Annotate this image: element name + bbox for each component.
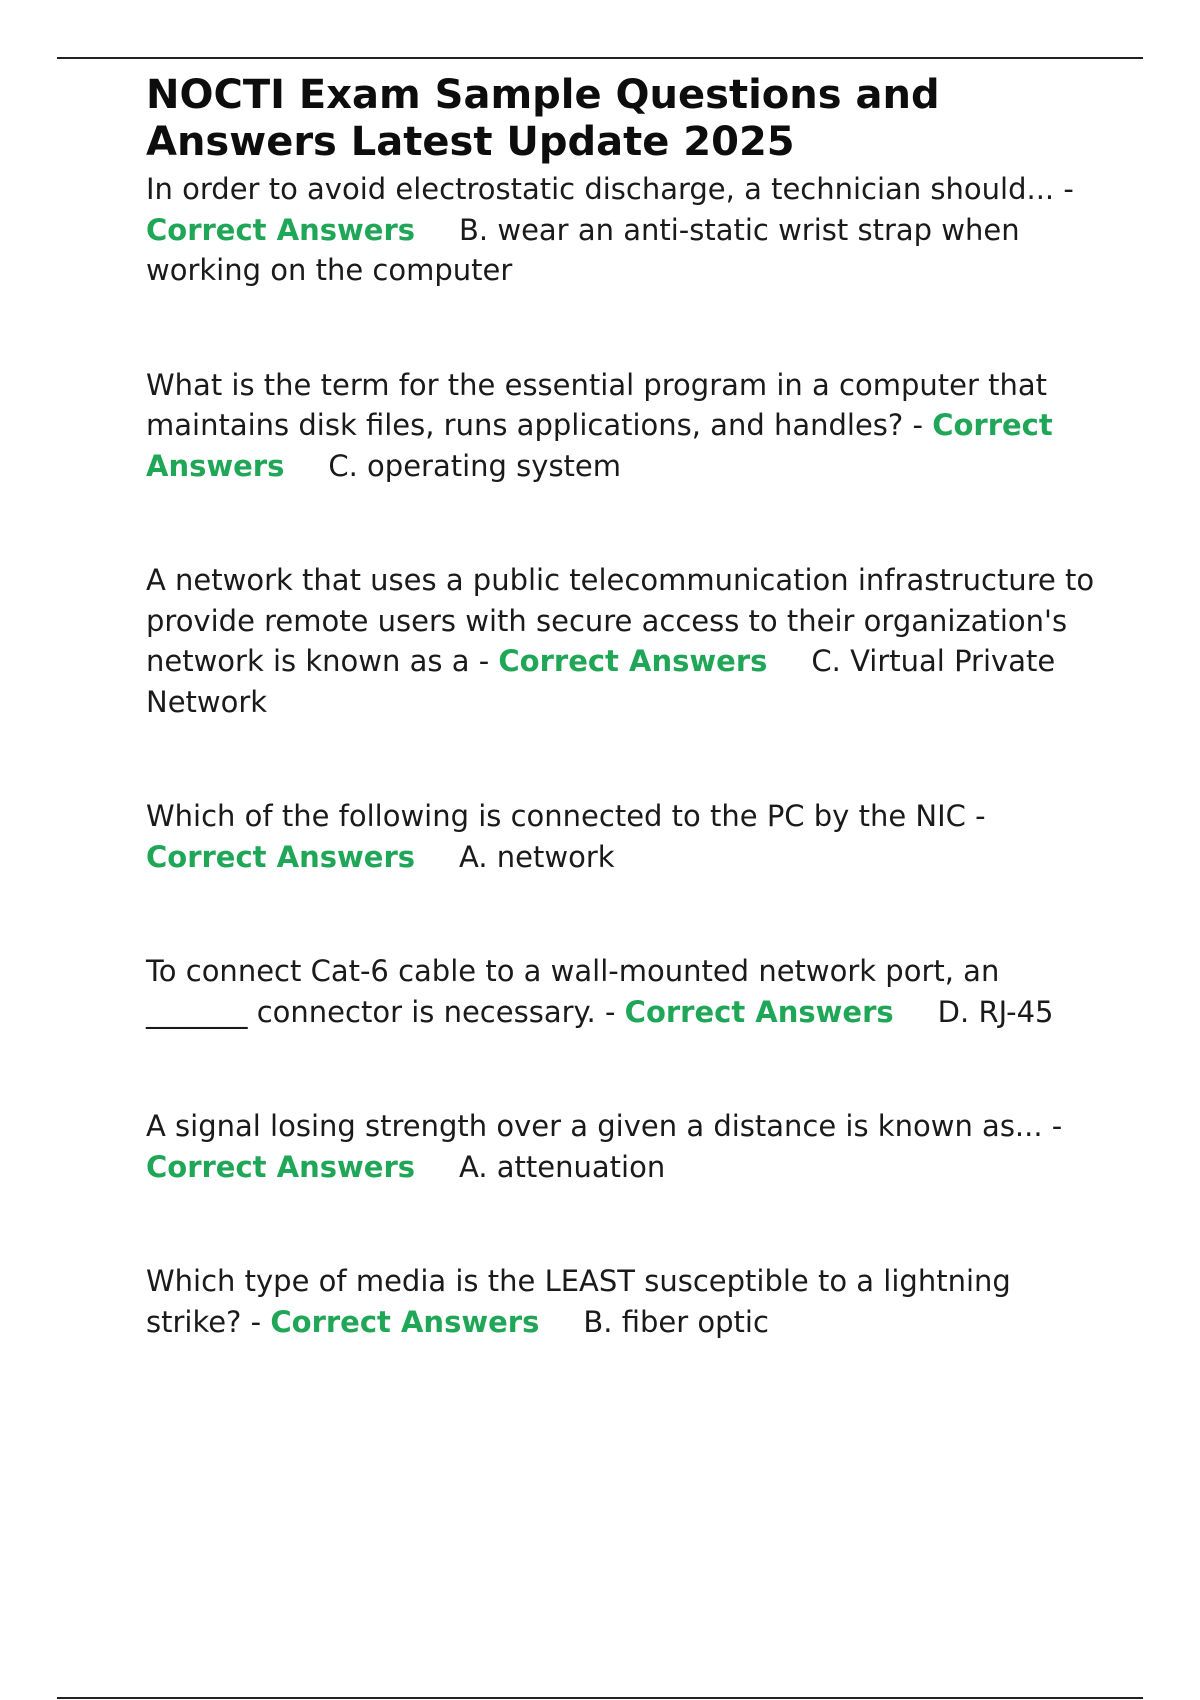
qa-item (146, 951, 1106, 1032)
document-body (146, 72, 1106, 1342)
qa-item (146, 796, 1106, 877)
answer-text: C. operating system (328, 448, 622, 483)
correct-answers-label: Correct Answers (146, 408, 1053, 483)
question-text: Which of the following is connected to the PC by the NIC - (146, 799, 986, 833)
question-text: To connect Cat-6 cable to a wall-mounted network port, an _______ connector is necessary. - (146, 954, 1000, 1029)
correct-answers-label: Correct Answers (146, 1149, 416, 1184)
answer-text: B. wear an anti-static wrist strap when working on the computer (146, 212, 1020, 287)
correct-answers-label: Correct Answers (498, 644, 768, 678)
qa-item (146, 169, 1076, 291)
correct-answers-label: Correct Answers (146, 212, 416, 247)
answer-text: A. attenuation (459, 1149, 666, 1184)
question-text: A network that uses a public telecommunication infrastructure to provide remote users with secure access to their organization's network is known as a - (146, 563, 1095, 678)
correct-answers-label: Correct Answers (624, 994, 894, 1029)
qa-item (146, 560, 1106, 722)
top-rule (57, 57, 1143, 59)
bottom-rule (57, 1697, 1143, 1699)
question-text: A signal losing strength over a given a distance is known as... - (146, 1109, 1063, 1143)
question-text: Which type of media is the LEAST susceptible to a lightning strike? - (146, 1264, 1011, 1339)
answer-text: D. RJ-45 (937, 994, 1054, 1029)
correct-answers-label: Correct Answers (146, 839, 416, 874)
answer-text: A. network (459, 839, 615, 874)
answer-text: B. fiber optic (583, 1304, 769, 1339)
question-text: In order to avoid electrostatic discharge, a technician should... - (146, 172, 1074, 206)
question-text: What is the term for the essential program in a computer that maintains disk files, runs applications, and handles? - (146, 367, 1047, 442)
answer-text: C. Virtual Private Network (146, 644, 1056, 719)
qa-item (146, 365, 1106, 487)
correct-answers-label: Correct Answers (270, 1304, 540, 1339)
qa-item (146, 1106, 1106, 1187)
document-title: NOCTI Exam Sample Questions and Answers Latest Update 2025 (146, 72, 940, 165)
qa-item (146, 1261, 1106, 1342)
